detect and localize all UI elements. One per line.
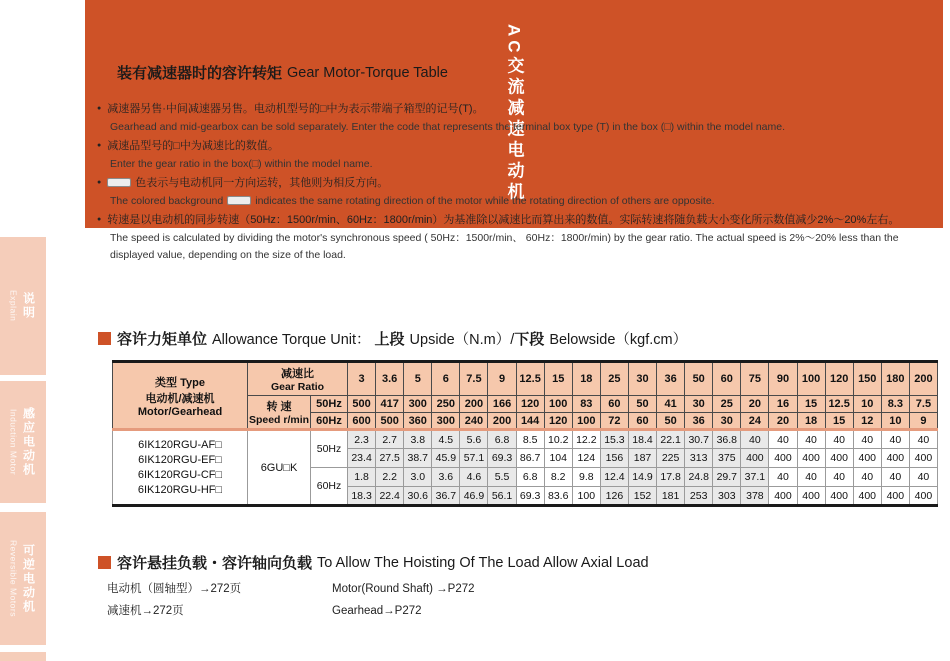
torque-value-cell: 83.6 xyxy=(544,487,572,506)
unit-upper-zh: 上段 xyxy=(374,331,405,348)
torque-value-cell: 104 xyxy=(544,449,572,468)
section-title-torque-unit xyxy=(98,328,687,349)
torque-value-cell: 156 xyxy=(600,449,628,468)
speed-60hz-value: 18 xyxy=(797,413,825,430)
torque-value-cell: 400 xyxy=(909,449,937,468)
torque-value-cell: 40 xyxy=(741,430,769,449)
speed-60hz-value: 12 xyxy=(853,413,881,430)
section-title-axial-load xyxy=(98,552,649,573)
model-name: 6IK120RGU-AF□ xyxy=(138,438,222,451)
gear-ratio-value: 120 xyxy=(825,362,853,396)
speed-50hz-value: 300 xyxy=(404,396,432,413)
torque-value-cell: 69.3 xyxy=(516,487,544,506)
torque-value-cell: 2.3 xyxy=(348,430,376,449)
note-item xyxy=(97,100,909,136)
torque-value-cell: 375 xyxy=(713,449,741,468)
axial-title-en: To Allow The Hoisting Of The Load Allow Axial Load xyxy=(317,554,649,571)
gear-ratio-value: 150 xyxy=(853,362,881,396)
torque-value-cell: 14.9 xyxy=(628,468,656,487)
torque-value-cell: 37.1 xyxy=(741,468,769,487)
torque-value-cell: 8.5 xyxy=(516,430,544,449)
model-names-cell xyxy=(113,430,248,506)
speed-60hz-value: 120 xyxy=(544,413,572,430)
speed-60hz-value: 9 xyxy=(909,413,937,430)
gear-ratio-value: 7.5 xyxy=(460,362,488,396)
torque-value-cell: 18.4 xyxy=(628,430,656,449)
sidebar-tab-reversible-motors[interactable] xyxy=(0,512,46,645)
section-marker-icon xyxy=(98,66,111,79)
gear-ratio-label-en: Gear Ratio xyxy=(270,381,325,393)
sidebar-tab-induction-motor[interactable] xyxy=(0,381,46,503)
torque-value-cell: 378 xyxy=(741,487,769,506)
sidebar-tab-label-en: Reversible Motors xyxy=(8,540,19,617)
speed-50hz-value: 15 xyxy=(797,396,825,413)
speed-50hz-value: 20 xyxy=(741,396,769,413)
torque-value-cell: 22.4 xyxy=(376,487,404,506)
torque-value-cell: 187 xyxy=(628,449,656,468)
torque-table xyxy=(112,360,938,507)
speed-60hz-value: 100 xyxy=(572,413,600,430)
torque-value-cell: 10.2 xyxy=(544,430,572,449)
torque-value-cell: 400 xyxy=(797,449,825,468)
note-text-zh xyxy=(97,174,909,193)
speed-60hz-value: 36 xyxy=(685,413,713,430)
sidebar-tab-label-en: Induction Motor xyxy=(8,408,19,476)
torque-value-cell: 40 xyxy=(769,468,797,487)
link-gearhead-en: Gearhead→P272 xyxy=(332,605,422,617)
torque-value-cell: 400 xyxy=(825,449,853,468)
torque-value-cell: 12.2 xyxy=(572,430,600,449)
torque-value-cell: 2.7 xyxy=(376,430,404,449)
section-marker-icon xyxy=(98,332,111,345)
gearhead-cell: 6GU□K xyxy=(248,430,311,506)
unit-title-zh: 容许力矩单位 xyxy=(117,331,208,348)
torque-value-cell: 9.8 xyxy=(572,468,600,487)
torque-value-cell: 8.2 xyxy=(544,468,572,487)
direction-legend-swatch xyxy=(107,178,131,187)
torque-value-cell: 400 xyxy=(881,449,909,468)
torque-value-cell: 5.6 xyxy=(460,430,488,449)
torque-value-cell: 57.1 xyxy=(460,449,488,468)
unit-lower-zh: 下段 xyxy=(514,331,545,348)
gear-ratio-value: 180 xyxy=(881,362,909,396)
speed-50hz-value: 500 xyxy=(348,396,376,413)
note-text-en-post: indicates the same rotating direction of the motor while the rotating direction of others are opposite. xyxy=(255,194,715,207)
gear-ratio-value: 60 xyxy=(713,362,741,396)
torque-value-cell: 29.7 xyxy=(713,468,741,487)
unit-title-en: Allowance Torque Unit： xyxy=(212,332,371,348)
torque-value-cell: 30.6 xyxy=(404,487,432,506)
gear-ratio-value: 50 xyxy=(685,362,713,396)
model-name: 6IK120RGU-CF□ xyxy=(137,468,223,481)
speed-label-en: Speed r/min xyxy=(248,414,310,426)
speed-label-zh: 转 速 xyxy=(266,401,292,413)
frequency-cell: 50Hz xyxy=(311,430,348,468)
torque-value-cell: 40 xyxy=(825,468,853,487)
gear-ratio-value: 36 xyxy=(657,362,685,396)
torque-value-cell: 400 xyxy=(881,487,909,506)
torque-value-cell: 4.5 xyxy=(432,430,460,449)
speed-50hz-value: 200 xyxy=(460,396,488,413)
freq-label-60hz: 60Hz xyxy=(311,413,348,430)
note-text-zh: ● 转速是以电动机的同步转速（50Hz：1500r/min、60Hz：1800r/min）为基准除以减速比而算出来的数值。实际转速将随负载大小变化所示数值减少2%～20%左右。 xyxy=(97,211,909,230)
torque-value-cell: 40 xyxy=(825,430,853,449)
torque-value-cell: 40 xyxy=(853,430,881,449)
speed-50hz-value: 166 xyxy=(488,396,516,413)
torque-value-cell: 56.1 xyxy=(488,487,516,506)
torque-value-cell: 17.8 xyxy=(657,468,685,487)
torque-value-cell: 40 xyxy=(881,468,909,487)
gear-ratio-value: 25 xyxy=(600,362,628,396)
note-item xyxy=(97,211,909,265)
torque-value-cell: 3.6 xyxy=(432,468,460,487)
torque-data-row xyxy=(113,430,938,449)
speed-60hz-value: 144 xyxy=(516,413,544,430)
torque-value-cell: 40 xyxy=(797,468,825,487)
link-motor-en: Motor(Round Shaft) →P272 xyxy=(332,583,475,595)
torque-value-cell: 5.5 xyxy=(488,468,516,487)
speed-50hz-value: 417 xyxy=(376,396,404,413)
torque-value-cell: 46.9 xyxy=(460,487,488,506)
torque-value-cell: 24.8 xyxy=(685,468,713,487)
torque-value-cell: 400 xyxy=(853,487,881,506)
torque-value-cell: 400 xyxy=(769,449,797,468)
col-header-gear-ratio xyxy=(248,362,348,396)
gear-ratio-label-zh: 减速比 xyxy=(281,368,314,380)
torque-value-cell: 40 xyxy=(853,468,881,487)
torque-value-cell: 36.8 xyxy=(713,430,741,449)
note-text-zh: ● 减速品型号的□中为减速比的数值。 xyxy=(97,137,909,156)
header-row-ratio xyxy=(113,362,938,396)
axial-title-zh: 容许悬挂负载・容许轴向负载 xyxy=(117,555,313,572)
speed-50hz-value: 10 xyxy=(853,396,881,413)
torque-value-cell: 400 xyxy=(825,487,853,506)
gear-ratio-value: 3 xyxy=(348,362,376,396)
note-text-en: The speed is calculated by dividing the motor's synchronous speed ( 50Hz：1500r/min、 60Hz：1800r/min) by the gear ratio. The actual speed is 2%～20% less than the displayed value, depending on the size of the load. xyxy=(110,231,899,261)
speed-60hz-value: 15 xyxy=(825,413,853,430)
sidebar-tab-label-en: Explain xyxy=(8,290,19,322)
note-text-en: Gearhead and mid-gearbox can be sold separately. Enter the code that represents the terminal box type (T) in the box (□) within the model name. xyxy=(110,120,786,133)
torque-value-cell: 38.7 xyxy=(404,449,432,468)
section-title-gear-torque xyxy=(98,62,448,83)
speed-50hz-value: 16 xyxy=(769,396,797,413)
torque-value-cell: 69.3 xyxy=(488,449,516,468)
note-text-en-pre: The colored background xyxy=(110,194,224,207)
torque-value-cell: 225 xyxy=(657,449,685,468)
note-item xyxy=(97,174,909,210)
model-name: 6IK120RGU-EF□ xyxy=(138,453,222,466)
type-header-line: Motor/Gearhead xyxy=(137,405,223,418)
torque-value-cell: 400 xyxy=(853,449,881,468)
speed-50hz-value: 120 xyxy=(516,396,544,413)
speed-50hz-value: 250 xyxy=(432,396,460,413)
note-text-zh-body: 色表示与电动机同一方向运转，其他则为相反方向。 xyxy=(135,177,389,189)
torque-value-cell: 40 xyxy=(909,430,937,449)
gear-ratio-value: 5 xyxy=(404,362,432,396)
speed-60hz-value: 30 xyxy=(713,413,741,430)
speed-60hz-value: 72 xyxy=(600,413,628,430)
speed-50hz-value: 8.3 xyxy=(881,396,909,413)
speed-60hz-value: 600 xyxy=(348,413,376,430)
torque-value-cell: 2.2 xyxy=(376,468,404,487)
speed-60hz-value: 10 xyxy=(881,413,909,430)
speed-60hz-value: 60 xyxy=(628,413,656,430)
torque-value-cell: 152 xyxy=(628,487,656,506)
torque-value-cell: 4.6 xyxy=(460,468,488,487)
gear-ratio-value: 30 xyxy=(628,362,656,396)
torque-value-cell: 40 xyxy=(769,430,797,449)
sidebar-tab-label-zh: 感应电动机 xyxy=(21,407,36,477)
speed-50hz-value: 25 xyxy=(713,396,741,413)
speed-60hz-value: 500 xyxy=(376,413,404,430)
torque-value-cell: 400 xyxy=(769,487,797,506)
note-item xyxy=(97,137,909,173)
freq-label-50hz: 50Hz xyxy=(311,396,348,413)
sidebar-tab-label: AC交流减速电动机 xyxy=(504,24,524,204)
torque-value-cell: 23.4 xyxy=(348,449,376,468)
direction-legend-swatch xyxy=(227,196,251,205)
torque-value-cell: 3.8 xyxy=(404,430,432,449)
speed-50hz-value: 41 xyxy=(657,396,685,413)
speed-60hz-value: 50 xyxy=(657,413,685,430)
type-header-line: 电动机/减速机 xyxy=(145,392,215,405)
torque-value-cell: 6.8 xyxy=(516,468,544,487)
link-gearhead-zh: 减速机→272页 xyxy=(107,605,184,617)
main-content xyxy=(85,0,943,661)
torque-value-cell: 86.7 xyxy=(516,449,544,468)
torque-value-cell: 27.5 xyxy=(376,449,404,468)
frequency-cell: 60Hz xyxy=(311,468,348,506)
note-text-en xyxy=(97,193,909,211)
note-text-zh: ● 减速器另售·中间减速器另售。电动机型号的□中为表示带端子箱型的记号(T)。 xyxy=(97,100,909,119)
gear-ratio-value: 15 xyxy=(544,362,572,396)
torque-value-cell: 3.0 xyxy=(404,468,432,487)
col-header-speed xyxy=(248,396,311,430)
sidebar-tab-label-zh: 说明 xyxy=(21,292,36,320)
torque-value-cell: 253 xyxy=(685,487,713,506)
torque-value-cell: 181 xyxy=(657,487,685,506)
section-title-zh: 装有减速器时的容许转矩 xyxy=(117,65,283,82)
unit-upper-en: Upside（N.m）/ xyxy=(409,332,515,348)
speed-50hz-value: 50 xyxy=(628,396,656,413)
col-header-type xyxy=(113,362,248,430)
torque-value-cell: 400 xyxy=(741,449,769,468)
gear-ratio-value: 90 xyxy=(769,362,797,396)
torque-value-cell: 1.8 xyxy=(348,468,376,487)
torque-value-cell: 40 xyxy=(797,430,825,449)
model-name: 6IK120RGU-HF□ xyxy=(137,483,223,496)
speed-50hz-value: 100 xyxy=(544,396,572,413)
speed-60hz-value: 24 xyxy=(741,413,769,430)
torque-value-cell: 45.9 xyxy=(432,449,460,468)
speed-50hz-value: 60 xyxy=(600,396,628,413)
torque-value-cell: 6.8 xyxy=(488,430,516,449)
type-header-line: 类型 Type xyxy=(155,376,205,389)
speed-60hz-value: 200 xyxy=(488,413,516,430)
gear-ratio-value: 3.6 xyxy=(376,362,404,396)
torque-value-cell: 124 xyxy=(572,449,600,468)
speed-50hz-value: 12.5 xyxy=(825,396,853,413)
sidebar-tab-explain[interactable] xyxy=(0,237,46,375)
torque-value-cell: 40 xyxy=(881,430,909,449)
link-motor-zh: 电动机（圆轴型）→272页 xyxy=(107,583,242,595)
section-title-en: Gear Motor-Torque Table xyxy=(287,64,448,81)
speed-60hz-value: 300 xyxy=(432,413,460,430)
torque-value-cell: 126 xyxy=(600,487,628,506)
speed-50hz-value: 30 xyxy=(685,396,713,413)
gear-ratio-value: 6 xyxy=(432,362,460,396)
speed-50hz-value: 7.5 xyxy=(909,396,937,413)
torque-value-cell: 30.7 xyxy=(685,430,713,449)
sidebar-tab-partial xyxy=(0,652,46,661)
speed-60hz-value: 360 xyxy=(404,413,432,430)
gear-ratio-value: 75 xyxy=(741,362,769,396)
unit-lower-en: Belowside（kgf.cm） xyxy=(549,332,688,348)
note-text-en: Enter the gear ratio in the box(□) within the model name. xyxy=(110,157,373,170)
torque-value-cell: 22.1 xyxy=(657,430,685,449)
torque-value-cell: 40 xyxy=(909,468,937,487)
torque-value-cell: 100 xyxy=(572,487,600,506)
notes-list xyxy=(97,100,909,266)
speed-60hz-value: 240 xyxy=(460,413,488,430)
speed-50hz-value: 83 xyxy=(572,396,600,413)
sidebar-tab-label-zh: 可逆电动机 xyxy=(21,543,36,614)
torque-value-cell: 400 xyxy=(797,487,825,506)
torque-value-cell: 18.3 xyxy=(348,487,376,506)
torque-value-cell: 400 xyxy=(909,487,937,506)
torque-value-cell: 15.3 xyxy=(600,430,628,449)
torque-value-cell: 303 xyxy=(713,487,741,506)
section-marker-icon xyxy=(98,556,111,569)
torque-value-cell: 12.4 xyxy=(600,468,628,487)
torque-table-container xyxy=(112,360,940,507)
speed-60hz-value: 20 xyxy=(769,413,797,430)
torque-value-cell: 313 xyxy=(685,449,713,468)
gear-ratio-value: 200 xyxy=(909,362,937,396)
gear-ratio-value: 18 xyxy=(572,362,600,396)
gear-ratio-value: 100 xyxy=(797,362,825,396)
gear-ratio-value: 9 xyxy=(488,362,516,396)
gear-ratio-value: 12.5 xyxy=(516,362,544,396)
torque-value-cell: 36.7 xyxy=(432,487,460,506)
